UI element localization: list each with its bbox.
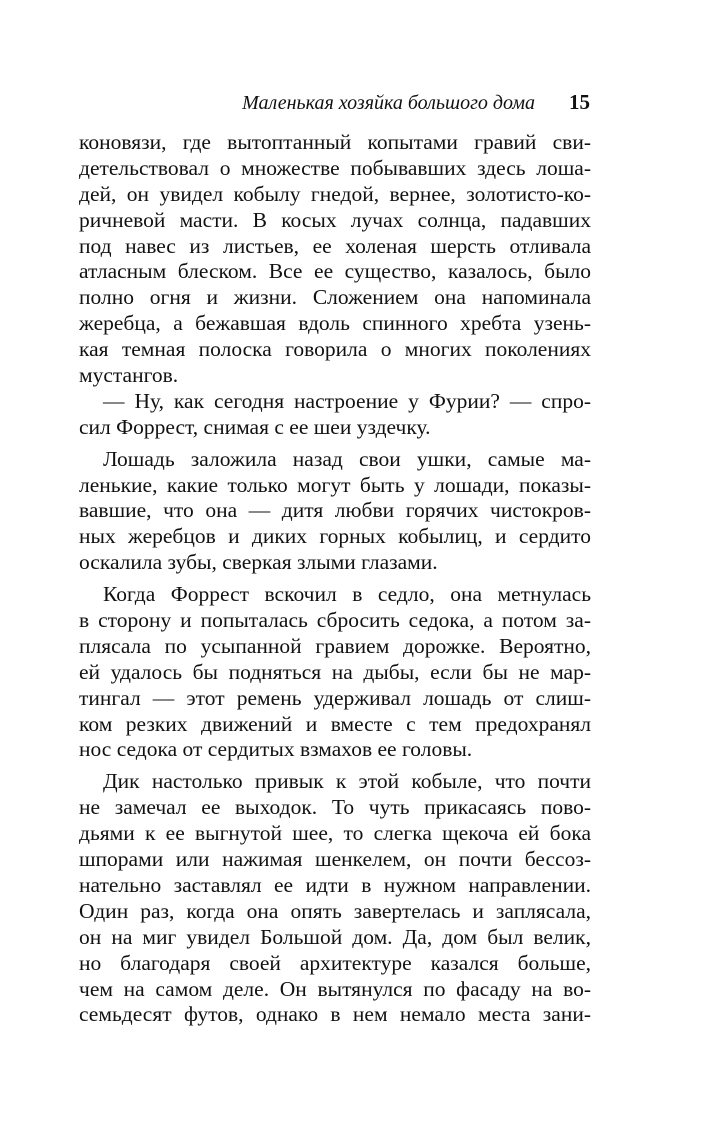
paragraph-5 bbox=[79, 769, 591, 1028]
paragraph-1 bbox=[79, 130, 591, 389]
text-line: оскалила зубы, сверкая злыми глазами. bbox=[79, 550, 438, 575]
body-text bbox=[79, 130, 591, 1028]
text-line: Лошадь заложила назад свои ушки, самые ма- bbox=[103, 446, 591, 471]
text-line: дьями к ее выгнутой шее, то слегка щекоча ей бока bbox=[79, 821, 591, 846]
paragraph-3 bbox=[79, 447, 591, 576]
text-line: ричневой масти. В косых лучах солнца, падавших bbox=[79, 207, 591, 232]
text-line: жеребца, а бежавшая вдоль спинного хребта узень- bbox=[79, 311, 591, 336]
text-line: дей, он увидел кобылу гнедой, вернее, золотисто-ко- bbox=[79, 181, 591, 206]
text-line: плясала по усыпанной гравием дорожке. Вероятно, bbox=[79, 633, 591, 658]
text-line: вавшие, что она — дитя любви горячих чистокров- bbox=[79, 498, 591, 523]
text-line: чем на самом деле. Он вытянулся по фасаду на во- bbox=[79, 976, 591, 1001]
text-line: но благодаря своей архитектуре казался больше, bbox=[79, 950, 591, 975]
paragraph-2 bbox=[79, 389, 591, 441]
page-number: 15 bbox=[569, 90, 590, 114]
text-line: Когда Форрест вскочил в седло, она метнулась bbox=[103, 582, 591, 607]
running-header bbox=[80, 90, 590, 116]
text-line: полно огня и жизни. Сложением она напоминала bbox=[79, 285, 591, 310]
text-line: Один раз, когда она опять завертелась и заплясала, bbox=[79, 898, 591, 923]
text-line: под навес из листьев, ее холеная шерсть отливала bbox=[79, 233, 591, 258]
text-line: ленькие, какие только могут быть у лошади, показы- bbox=[79, 472, 591, 497]
text-line: коновязи, где вытоптанный копытами гравий сви- bbox=[79, 130, 591, 154]
text-line: тингал — этот ремень удерживал лошадь от слиш- bbox=[79, 685, 591, 710]
text-line: нос седока от сердитых взмахов ее головы. bbox=[79, 737, 473, 762]
text-line: ей удалось бы подняться на дыбы, если бы не мар- bbox=[79, 659, 591, 684]
text-line: атласным блеском. Все ее существо, казалось, было bbox=[79, 259, 591, 284]
text-line: не замечал ее выходок. То чуть прикасаясь пово- bbox=[79, 795, 591, 820]
text-line: Дик настолько привык к этой кобыле, что почти bbox=[103, 769, 591, 794]
text-line: ных жеребцов и диких горных кобылиц, и сердито bbox=[79, 524, 591, 549]
text-line: в сторону и попыталась сбросить седока, а потом за- bbox=[79, 608, 591, 633]
text-line: ком резких движений и вместе с тем предохранял bbox=[79, 711, 591, 736]
paragraph-4 bbox=[79, 582, 591, 763]
running-title: Маленькая хозяйка большого дома bbox=[242, 92, 535, 114]
text-line: шпорами или нажимая шенкелем, он почти бессоз- bbox=[79, 847, 591, 872]
text-line: мустангов. bbox=[79, 363, 179, 388]
text-line: кая темная полоска говорила о многих поколениях bbox=[79, 337, 591, 362]
text-line: детельствовал о множестве побывавших здесь лоша- bbox=[79, 155, 591, 180]
text-line: он на миг увидел Большой дом. Да, дом был велик, bbox=[79, 924, 591, 949]
text-line: сил Форрест, снимая с ее шеи уздечку. bbox=[79, 414, 431, 439]
text-line: — Ну, как сегодня настроение у Фурии? — спро- bbox=[103, 388, 591, 413]
text-line: семьдесят футов, однако в нем немало места зани- bbox=[79, 1002, 591, 1027]
text-line: нательно заставлял ее идти в нужном направлении. bbox=[79, 872, 591, 897]
